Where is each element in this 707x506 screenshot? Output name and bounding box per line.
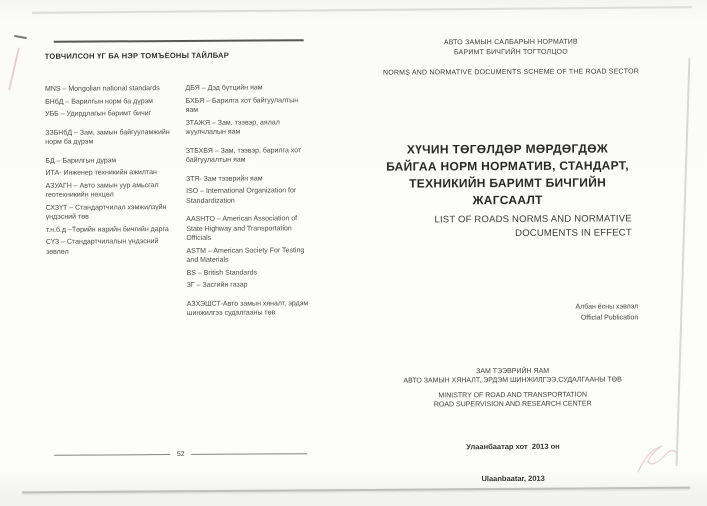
abbrev-entry: УББ – Удирдлагын баримт бичиг: [45, 110, 152, 118]
abbrev-entry: СҮЗ – Стандартчилалын үндэсний зөвлөл: [45, 238, 159, 256]
header-mn-line-2: БАРИМТ БИЧГИЙН ТОГТОЛЦОО: [453, 48, 568, 57]
scan-corner-mark: [14, 35, 27, 39]
header-mongolian: [382, 37, 640, 58]
publisher-en-line-1: MINISTRY OF ROAD AND TRANSPORTATION: [438, 391, 588, 400]
abbrev-entry: MNS – Mongolian national standards: [44, 85, 160, 93]
right-page-title: [382, 37, 642, 483]
abbrev-entry: ISO – International Organization for Standardization: [186, 187, 297, 205]
abbrev-group: [186, 146, 313, 166]
publisher-english: [374, 390, 652, 409]
official-publication-note: [383, 301, 638, 324]
main-title: [370, 140, 644, 209]
abbrev-entry: БХБЯ – Барилга хот байгуулалтын яам: [185, 96, 299, 114]
abbrev-entry: ИТА- Инженер техникийн ажилтан: [45, 169, 157, 177]
title-line-4: ЖАГСААЛТ: [472, 192, 543, 208]
publisher-mn-line-1: ЗАМ ТЭЭВРИЙН ЯАМ: [476, 367, 550, 376]
page-footer: [54, 450, 307, 459]
abbrev-entry: ЗТАЖЯ – Зам, тээвэр, аялал жуулчлалын яам: [185, 118, 280, 136]
abbrev-entry: АЗУАГН – Авто замын уур амьсгал геотехникийн нөхцөл: [45, 181, 159, 199]
abbrev-entry: СХЗҮТ – Стандартчилал хэмжилзүйн үндэсний төв: [45, 203, 167, 221]
abbreviations-columns: [45, 83, 313, 328]
city-en: Ulaanbaatar, 2013: [481, 473, 545, 483]
abbrev-group: [187, 299, 314, 319]
abbrev-column-1: [45, 84, 173, 328]
page-number: 52: [176, 450, 185, 459]
abbrev-entry: БНбД – Барилгын норм ба дүрэм: [45, 97, 153, 106]
subtitle-line-2: DOCUMENTS IN EFFECT: [515, 226, 632, 239]
abbrev-entry: ЗЗБНбД – Зам, замын байгууламжийн норм ба дүрэм: [45, 128, 170, 146]
subtitle-line-1: LIST OF ROADS NORMS AND NORMATIVE: [434, 213, 632, 226]
footer-rule-right: [192, 453, 308, 455]
abbrev-entry: т.н.б.д –Төрийн нарийн бичгийн дарга: [45, 225, 169, 234]
page-top-edge: [32, 6, 692, 13]
abbrev-column-2: [185, 83, 313, 327]
city-mn: Улаанбаатар хот 2013 он: [466, 441, 560, 452]
title-line-3: ТЕХНИКИЙН БАРИМТ БИЧГИЙН: [409, 175, 607, 191]
abbrev-group: [45, 156, 172, 257]
publisher-mn-line-2: АВТО ЗАМЫН ХЯНАЛТ, ЭРДЭМ ШИНЖИЛГЭЭ,СУДАЛГААНЫ ТӨВ: [403, 376, 622, 385]
imprint-city-year: [374, 420, 652, 505]
header-english: NORMS AND NORMATIVE DOCUMENTS SCHEME OF THE ROAD SECTOR: [382, 68, 640, 77]
abbrev-entry: БД – Барилгын дүрэм: [45, 156, 117, 165]
publisher-block: [374, 366, 653, 505]
abbrev-entry: AASHTO – American Association of State Highway and Transportation Officials: [186, 215, 298, 242]
abbrev-group: [45, 84, 172, 119]
header-mn-line-1: АВТО ЗАМЫН САЛБАРЫН НОРМАТИВ: [443, 38, 578, 47]
footer-rule-left: [54, 454, 170, 456]
subtitle-english: [383, 212, 632, 240]
pink-pencil-mark: [8, 47, 20, 90]
abbrev-entry: ЗТЯ- Зам тээврийн яам: [186, 174, 263, 183]
abbrev-entry: ЗТБХБЯ – Зам, тээвэр, барилга хот байгуулалтын яам: [185, 146, 302, 164]
abbrev-group: [45, 128, 172, 148]
abbrev-group: [185, 83, 312, 137]
abbreviations-heading: ТОВЧИЛСОН ҮГ БА НЭР ТОМЪЁОНЫ ТАЙЛБАР: [44, 50, 230, 61]
abbrev-group: [186, 174, 313, 206]
top-divider-rule: [54, 39, 304, 43]
page-right-edge: [676, 58, 690, 466]
abbrev-entry: ЗГ – Засгийн газар: [186, 281, 248, 289]
title-line-1: ХҮЧИН ТӨГӨЛДӨР МӨРДӨГДӨЖ: [406, 141, 608, 157]
left-page-abbreviations: [44, 35, 315, 477]
publisher-mongolian: [374, 366, 652, 385]
abbrev-entry: ASTM – American Society For Testing and Materials: [186, 246, 305, 264]
official-mn: Албан ёсны хэвлэл: [575, 303, 639, 311]
title-line-2: БАЙГАА НОРМ НОРМАТИВ, СТАНДАРТ,: [386, 158, 629, 174]
abbrev-group: [186, 214, 313, 290]
abbrev-entry: ДБЯ – Дэд бүтцийн яам: [185, 84, 263, 92]
publisher-en-line-2: ROAD SUPERVISION AND RESEARCH CENTER: [433, 400, 592, 409]
abbrev-entry: АЗХЭШСТ-Авто замын хяналт, эрдэм шинжилгээ судалгааны төв: [186, 299, 309, 317]
abbrev-entry: BS – British Standards: [186, 269, 258, 277]
official-en: Official Publication: [580, 314, 639, 322]
